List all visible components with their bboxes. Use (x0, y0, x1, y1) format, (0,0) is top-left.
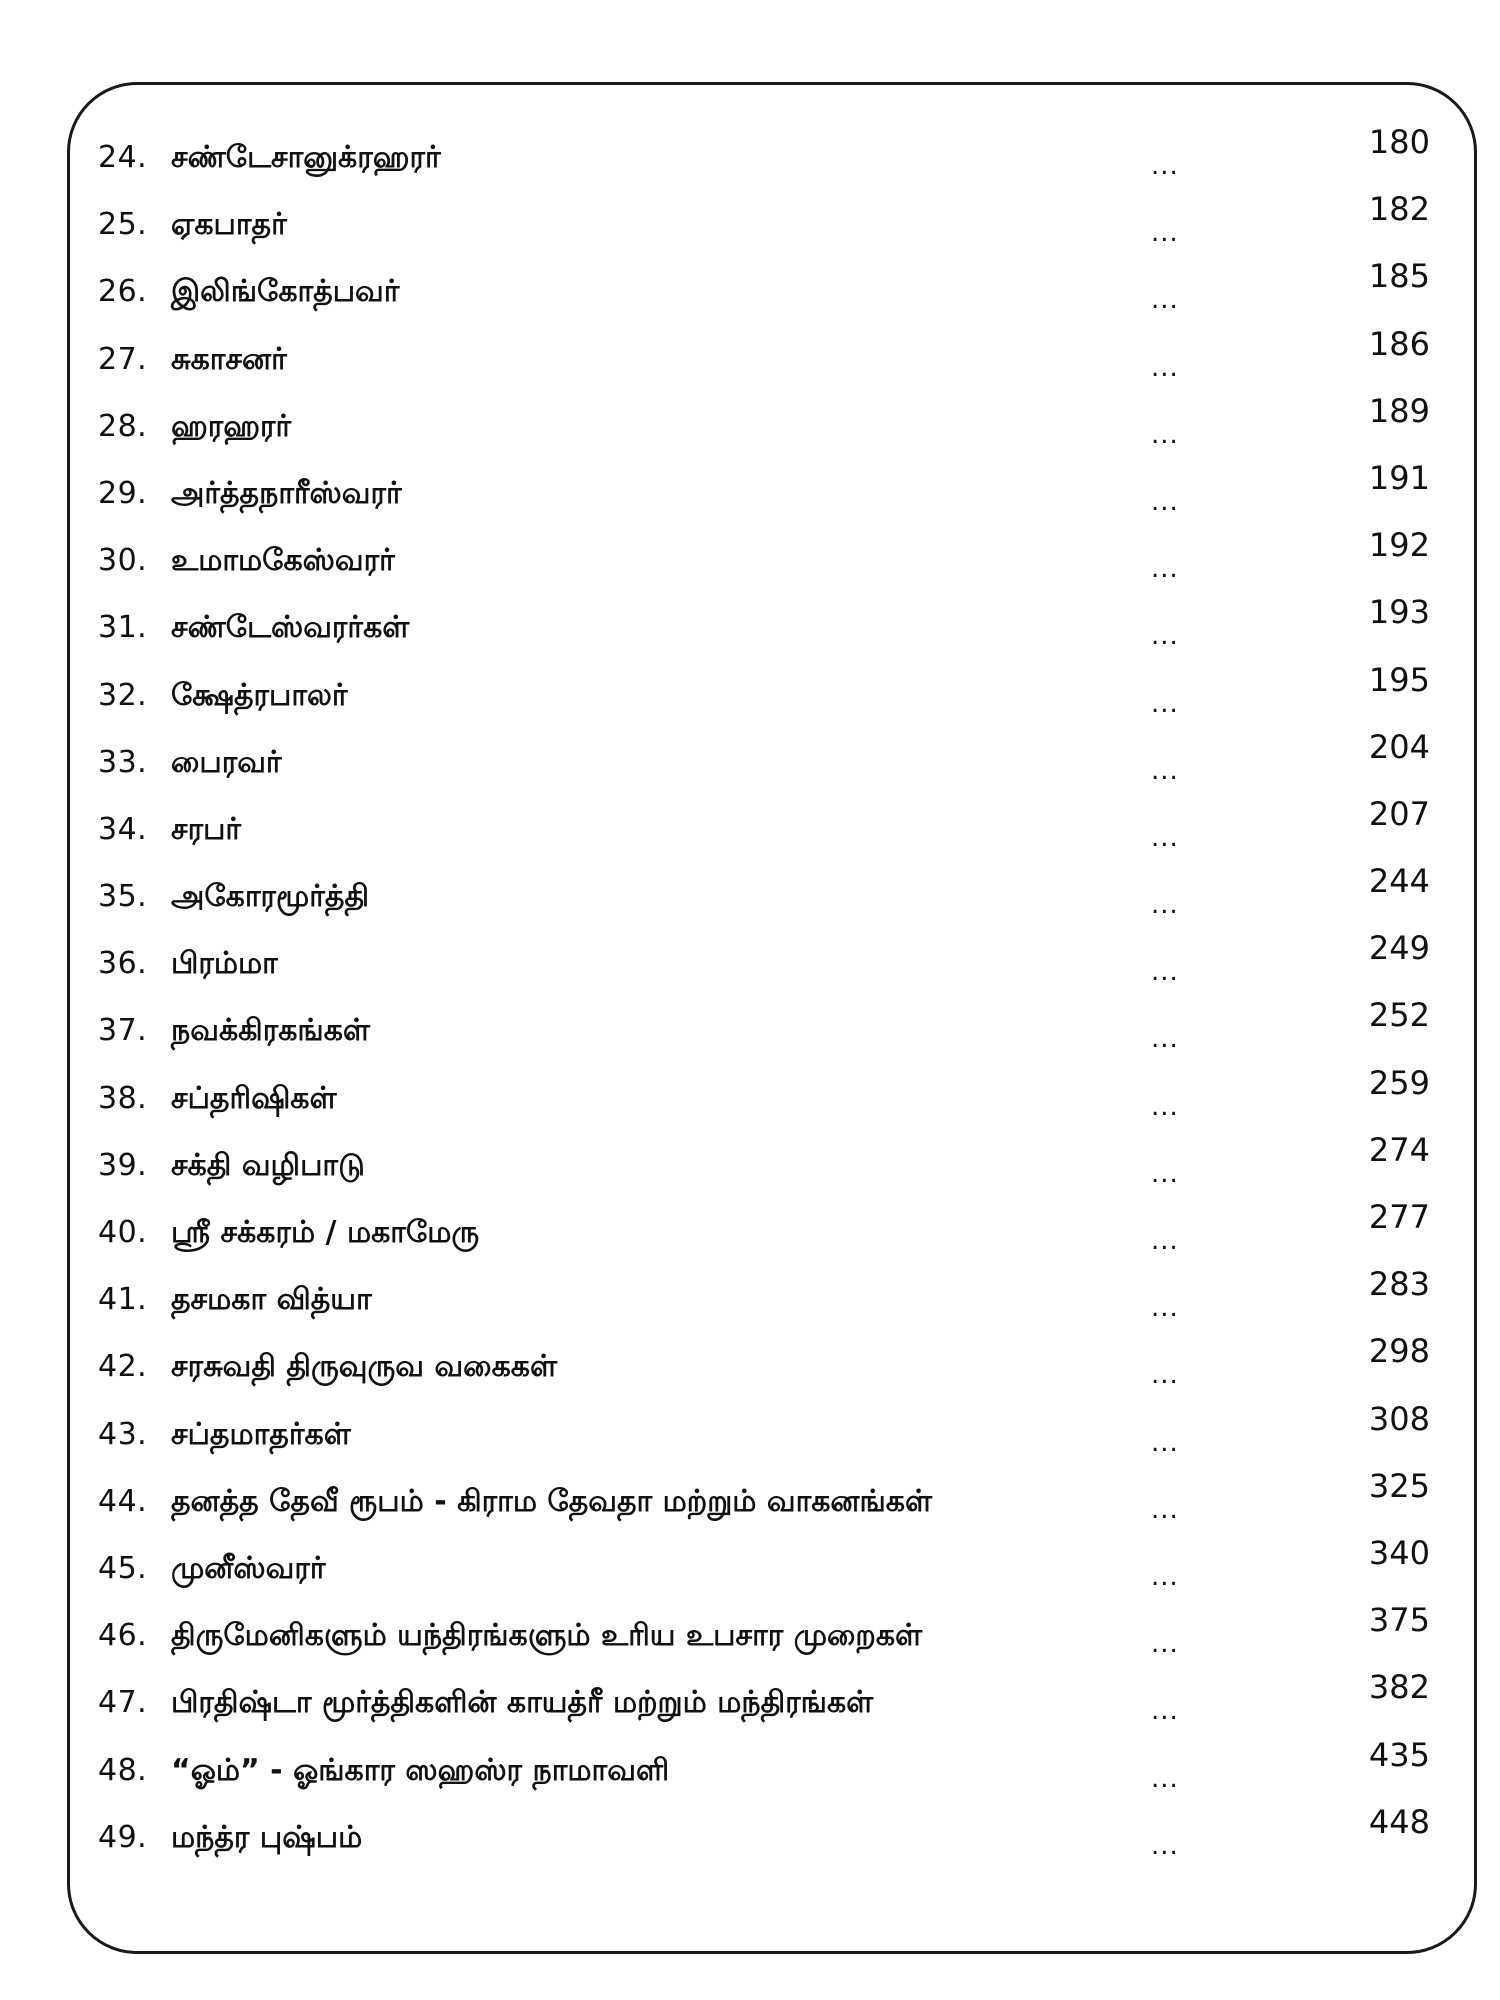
toc-entry-page-number: 252 (1368, 996, 1430, 1035)
toc-entry-title: சப்தரிஷிகள் (171, 1080, 337, 1116)
toc-entry (0, 727, 1500, 812)
toc-entry-leader-dots: ... (1151, 1091, 1179, 1122)
toc-entry-number: 30. (98, 543, 148, 579)
toc-entry-title: சரபர் (171, 811, 242, 847)
toc-entry-number: 26. (98, 274, 148, 310)
toc-entry-page-number: 308 (1368, 1399, 1430, 1438)
toc-entry-page-number: 375 (1368, 1601, 1430, 1640)
toc-entry-page-number: 340 (1368, 1533, 1430, 1572)
toc-entry-page-number: 448 (1368, 1802, 1430, 1841)
toc-entry (0, 996, 1500, 1080)
toc-entry-page-number: 180 (1368, 123, 1430, 161)
toc-entry-title: பிரம்மா (171, 946, 278, 982)
toc-entry-leader-dots: ... (1151, 957, 1179, 988)
toc-entry (0, 862, 1500, 946)
toc-entry-title: ஹரஹரர் (171, 408, 292, 444)
toc-entry-title: அர்த்தநாரீஸ்வரர் (171, 475, 402, 511)
toc-entry-title: க்ஷேத்ரபாலர் (171, 677, 348, 713)
toc-entry-number: 49. (98, 1819, 148, 1855)
toc-entry (0, 1198, 1500, 1282)
toc-entry-title: சுகாசனர் (171, 341, 287, 377)
toc-entry (0, 1063, 1500, 1148)
toc-entry-number: 45. (98, 1550, 148, 1586)
toc-entry-leader-dots: ... (1151, 1293, 1179, 1324)
toc-entry-number: 35. (98, 879, 148, 915)
toc-entry-title: சக்தி வழிபாடு (171, 1147, 365, 1183)
toc-entry-page-number: 195 (1368, 660, 1430, 699)
toc-entry-title: சண்டேசானுக்ரஹரர் (171, 140, 441, 175)
toc-entry-leader-dots: ... (1151, 554, 1179, 585)
toc-entry-number: 44. (98, 1483, 148, 1519)
toc-entry-page-number: 186 (1368, 324, 1430, 363)
toc-entry-leader-dots: ... (1151, 1494, 1179, 1525)
toc-entry-number: 24. (98, 140, 148, 175)
toc-entry-leader-dots: ... (1151, 486, 1179, 517)
toc-entry (0, 929, 1500, 1013)
toc-entry-number: 46. (98, 1618, 148, 1654)
toc-entry-title: அகோரமூர்த்தி (171, 879, 370, 915)
toc-entry-number: 29. (98, 475, 148, 511)
toc-entry-number: 47. (98, 1685, 148, 1721)
toc-entry-number: 42. (98, 1349, 148, 1385)
toc-entry-leader-dots: ... (1151, 1629, 1179, 1660)
toc-entry (0, 1802, 1500, 1887)
toc-entry-number: 40. (98, 1215, 148, 1250)
toc-entry-title: நவக்கிரகங்கள் (171, 1013, 370, 1049)
toc-entry-page-number: 274 (1368, 1130, 1430, 1169)
toc-entry-page-number: 191 (1368, 458, 1430, 497)
toc-entry-title: பிரதிஷ்டா மூர்த்திகளின் காயத்ரீ மற்றும் மந்திரங்கள் (171, 1685, 874, 1721)
toc-entry-leader-dots: ... (1151, 352, 1179, 383)
toc-entry (0, 1466, 1500, 1551)
table-of-contents (0, 123, 1500, 1887)
toc-entry-leader-dots: ... (1151, 822, 1179, 853)
toc-entry-leader-dots: ... (1151, 419, 1179, 450)
toc-entry-number: 37. (98, 1013, 148, 1049)
toc-entry-number: 34. (98, 811, 148, 847)
toc-entry-title: உமாமகேஸ்வரர் (171, 543, 395, 579)
toc-entry-title: சரசுவதி திருவுருவ வகைகள் (171, 1349, 558, 1385)
toc-entry (0, 391, 1500, 476)
toc-entry-title: தனத்த தேவீ ரூபம் - கிராம தேவதா மற்றும் வாகனங்கள் (171, 1483, 933, 1519)
toc-entry-page-number: 382 (1368, 1668, 1430, 1707)
toc-entry-number: 31. (98, 610, 148, 646)
toc-entry-number: 33. (98, 744, 148, 780)
toc-entry-title: சண்டேஸ்வரர்கள் (171, 610, 410, 646)
toc-entry-leader-dots: ... (1151, 890, 1179, 921)
toc-entry-number: 41. (98, 1282, 148, 1318)
toc-entry (0, 458, 1500, 543)
toc-entry-number: 43. (98, 1416, 148, 1452)
toc-entry-page-number: 185 (1368, 257, 1430, 296)
toc-entry-leader-dots: ... (1151, 1427, 1179, 1458)
toc-entry (0, 1601, 1500, 1685)
toc-entry-number: 32. (98, 677, 148, 713)
toc-entry (0, 794, 1500, 879)
toc-entry-leader-dots: ... (1151, 1226, 1179, 1256)
toc-entry (0, 257, 1500, 341)
toc-entry-title: “ஓம்” - ஓங்கார ஸஹஸ்ர நாமாவளி (171, 1752, 670, 1788)
toc-entry-leader-dots: ... (1151, 688, 1179, 719)
toc-entry-leader-dots: ... (1151, 1763, 1179, 1794)
toc-entry (0, 1332, 1500, 1416)
toc-entry (0, 1130, 1500, 1215)
toc-entry-number: 38. (98, 1080, 148, 1116)
toc-entry-leader-dots: ... (1151, 1830, 1179, 1861)
toc-entry-title: தசமகா வித்யா (171, 1282, 372, 1318)
toc-entry-leader-dots: ... (1151, 755, 1179, 786)
toc-entry-page-number: 189 (1368, 391, 1430, 430)
toc-entry-number: 48. (98, 1752, 148, 1788)
toc-entry-number: 39. (98, 1147, 148, 1183)
toc-entry-title: திருமேனிகளும் யந்திரங்களும் உரிய உபசார முறைகள் (171, 1618, 923, 1654)
toc-entry (0, 324, 1500, 409)
toc-entry-page-number: 244 (1368, 862, 1430, 901)
toc-entry-page-number: 207 (1368, 794, 1430, 833)
toc-entry (0, 660, 1500, 745)
toc-entry (0, 1735, 1500, 1820)
toc-entry (0, 1265, 1500, 1349)
toc-entry-page-number: 192 (1368, 526, 1430, 565)
toc-entry-title: பைரவர் (171, 744, 282, 780)
toc-entry-number: 36. (98, 946, 148, 982)
toc-entry-page-number: 325 (1368, 1466, 1430, 1505)
toc-entry-leader-dots: ... (1151, 285, 1179, 316)
toc-entry-page-number: 298 (1368, 1332, 1430, 1371)
toc-entry-page-number: 182 (1368, 190, 1430, 229)
toc-entry-page-number: 435 (1368, 1735, 1430, 1774)
toc-entry-leader-dots: ... (1151, 621, 1179, 652)
toc-entry-title: சப்தமாதர்கள் (171, 1416, 351, 1452)
toc-entry-leader-dots: ... (1151, 1158, 1179, 1189)
toc-entry-leader-dots: ... (1151, 151, 1179, 181)
toc-entry (0, 1533, 1500, 1618)
toc-entry-title: மந்த்ர புஷ்பம் (171, 1819, 363, 1855)
toc-entry-leader-dots: ... (1151, 1360, 1179, 1391)
toc-entry-leader-dots: ... (1151, 1561, 1179, 1592)
toc-entry-page-number: 283 (1368, 1265, 1430, 1304)
toc-entry-leader-dots: ... (1151, 218, 1179, 249)
toc-entry-page-number: 249 (1368, 929, 1430, 968)
toc-entry (0, 1668, 1500, 1752)
toc-entry-page-number: 259 (1368, 1063, 1430, 1102)
toc-entry-title: முனீஸ்வரர் (171, 1550, 326, 1586)
toc-entry (0, 1399, 1500, 1484)
toc-entry-title: ஸ்ரீ சக்கரம் / மகாமேரு (171, 1215, 480, 1250)
toc-entry-page-number: 204 (1368, 727, 1430, 766)
toc-entry-leader-dots: ... (1151, 1024, 1179, 1055)
toc-entry-page-number: 277 (1368, 1198, 1430, 1236)
toc-entry (0, 190, 1500, 274)
toc-entry (0, 123, 1500, 207)
toc-entry-title: ஏகபாதர் (171, 207, 287, 243)
toc-entry-number: 27. (98, 341, 148, 377)
toc-entry-leader-dots: ... (1151, 1696, 1179, 1727)
toc-entry (0, 593, 1500, 677)
toc-entry-page-number: 193 (1368, 593, 1430, 632)
toc-entry-number: 28. (98, 408, 148, 444)
toc-entry-number: 25. (98, 207, 148, 243)
toc-entry (0, 526, 1500, 610)
toc-entry-title: இலிங்கோத்பவர் (171, 274, 400, 310)
